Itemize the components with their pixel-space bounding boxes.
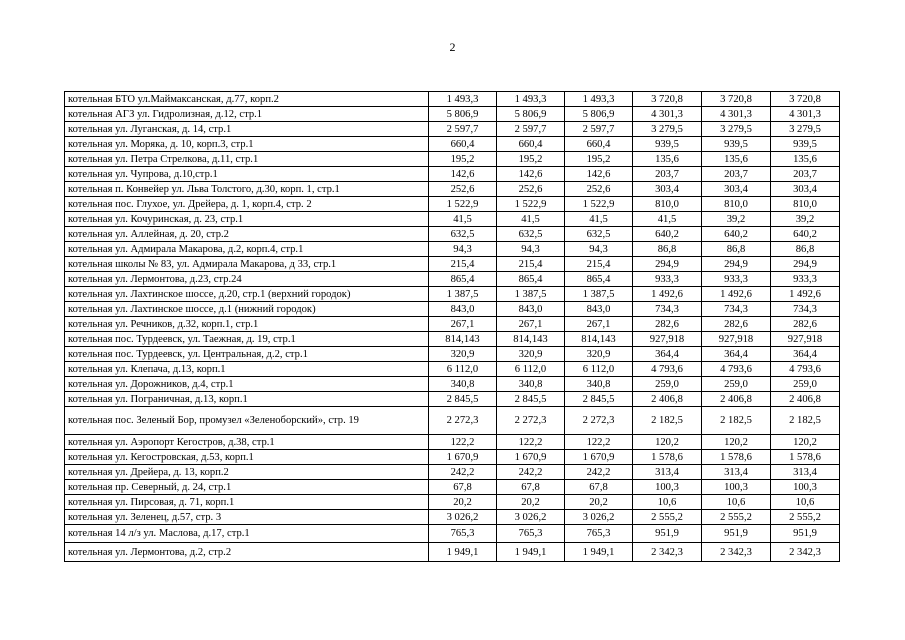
value-cell: 814,143 <box>497 332 565 347</box>
value-cell: 267,1 <box>565 317 633 332</box>
table-row <box>65 152 840 167</box>
boiler-name-cell: котельная пос. Турдеевск, ул. Таежная, д. 19, стр.1 <box>65 332 429 347</box>
value-cell: 39,2 <box>702 212 771 227</box>
value-cell: 320,9 <box>429 347 497 362</box>
value-cell: 86,8 <box>771 242 840 257</box>
table-body <box>65 92 840 562</box>
table-row <box>65 257 840 272</box>
value-cell: 303,4 <box>633 182 702 197</box>
value-cell: 4 793,6 <box>633 362 702 377</box>
value-cell: 2 597,7 <box>429 122 497 137</box>
value-cell: 865,4 <box>565 272 633 287</box>
value-cell: 1 492,6 <box>702 287 771 302</box>
value-cell: 765,3 <box>497 525 565 543</box>
value-cell: 215,4 <box>429 257 497 272</box>
value-cell: 215,4 <box>565 257 633 272</box>
value-cell: 1 578,6 <box>702 450 771 465</box>
boiler-name-cell: котельная ул. Адмирала Макарова, д.2, корп.4, стр.1 <box>65 242 429 257</box>
table-row <box>65 407 840 435</box>
value-cell: 632,5 <box>497 227 565 242</box>
value-cell: 41,5 <box>633 212 702 227</box>
heat-source-table <box>64 91 840 562</box>
value-cell: 2 406,8 <box>702 392 771 407</box>
value-cell: 294,9 <box>771 257 840 272</box>
table-row <box>65 227 840 242</box>
value-cell: 1 493,3 <box>429 92 497 107</box>
table-row <box>65 212 840 227</box>
value-cell: 660,4 <box>497 137 565 152</box>
value-cell: 2 845,5 <box>429 392 497 407</box>
value-cell: 2 555,2 <box>633 510 702 525</box>
value-cell: 41,5 <box>565 212 633 227</box>
value-cell: 135,6 <box>771 152 840 167</box>
value-cell: 1 387,5 <box>497 287 565 302</box>
value-cell: 3 720,8 <box>633 92 702 107</box>
value-cell: 20,2 <box>565 495 633 510</box>
table-row <box>65 242 840 257</box>
table-row <box>65 197 840 212</box>
value-cell: 100,3 <box>633 480 702 495</box>
value-cell: 252,6 <box>497 182 565 197</box>
value-cell: 2 406,8 <box>771 392 840 407</box>
boiler-name-cell: котельная ул. Дорожников, д.4, стр.1 <box>65 377 429 392</box>
value-cell: 939,5 <box>633 137 702 152</box>
table-row <box>65 167 840 182</box>
boiler-name-cell: котельная ул. Зеленец, д.57, стр. 3 <box>65 510 429 525</box>
value-cell: 259,0 <box>771 377 840 392</box>
value-cell: 142,6 <box>429 167 497 182</box>
table-row <box>65 122 840 137</box>
table-row <box>65 317 840 332</box>
value-cell: 2 845,5 <box>565 392 633 407</box>
value-cell: 267,1 <box>429 317 497 332</box>
value-cell: 135,6 <box>633 152 702 167</box>
value-cell: 364,4 <box>633 347 702 362</box>
value-cell: 933,3 <box>633 272 702 287</box>
value-cell: 1 949,1 <box>565 543 633 562</box>
boiler-name-cell: котельная ул. Речников, д.32, корп.1, стр.1 <box>65 317 429 332</box>
value-cell: 734,3 <box>771 302 840 317</box>
value-cell: 933,3 <box>771 272 840 287</box>
value-cell: 660,4 <box>565 137 633 152</box>
value-cell: 814,143 <box>429 332 497 347</box>
table-row <box>65 347 840 362</box>
value-cell: 313,4 <box>771 465 840 480</box>
value-cell: 6 112,0 <box>429 362 497 377</box>
boiler-name-cell: котельная пос. Глухое, ул. Дрейера, д. 1, корп.4, стр. 2 <box>65 197 429 212</box>
value-cell: 86,8 <box>633 242 702 257</box>
value-cell: 5 806,9 <box>565 107 633 122</box>
value-cell: 1 492,6 <box>771 287 840 302</box>
boiler-name-cell: котельная ул. Аэропорт Кегостров, д.38, стр.1 <box>65 435 429 450</box>
value-cell: 632,5 <box>429 227 497 242</box>
table-row <box>65 525 840 543</box>
boiler-name-cell: котельная пос. Турдеевск, ул. Центральная, д.2, стр.1 <box>65 347 429 362</box>
boiler-name-cell: котельная ул. Лермонтова, д.23, стр.24 <box>65 272 429 287</box>
value-cell: 939,5 <box>702 137 771 152</box>
value-cell: 252,6 <box>565 182 633 197</box>
value-cell: 951,9 <box>771 525 840 543</box>
value-cell: 1 949,1 <box>429 543 497 562</box>
table-row <box>65 450 840 465</box>
value-cell: 259,0 <box>702 377 771 392</box>
value-cell: 303,4 <box>702 182 771 197</box>
value-cell: 94,3 <box>565 242 633 257</box>
value-cell: 4 301,3 <box>702 107 771 122</box>
value-cell: 5 806,9 <box>429 107 497 122</box>
boiler-name-cell: котельная ул. Лахтинское шоссе, д.20, стр.1 (верхний городок) <box>65 287 429 302</box>
value-cell: 340,8 <box>429 377 497 392</box>
value-cell: 1 522,9 <box>429 197 497 212</box>
value-cell: 3 720,8 <box>771 92 840 107</box>
value-cell: 94,3 <box>429 242 497 257</box>
value-cell: 282,6 <box>633 317 702 332</box>
table-row <box>65 435 840 450</box>
table-row <box>65 107 840 122</box>
table-row <box>65 92 840 107</box>
value-cell: 1 522,9 <box>497 197 565 212</box>
value-cell: 2 845,5 <box>497 392 565 407</box>
value-cell: 810,0 <box>702 197 771 212</box>
table-row <box>65 495 840 510</box>
boiler-name-cell: котельная ул. Лахтинское шоссе, д.1 (нижний городок) <box>65 302 429 317</box>
value-cell: 242,2 <box>429 465 497 480</box>
value-cell: 1 949,1 <box>497 543 565 562</box>
value-cell: 195,2 <box>565 152 633 167</box>
value-cell: 41,5 <box>497 212 565 227</box>
value-cell: 100,3 <box>702 480 771 495</box>
value-cell: 2 272,3 <box>497 407 565 435</box>
value-cell: 122,2 <box>497 435 565 450</box>
value-cell: 320,9 <box>565 347 633 362</box>
value-cell: 100,3 <box>771 480 840 495</box>
boiler-name-cell: котельная ул. Пограничная, д.13, корп.1 <box>65 392 429 407</box>
value-cell: 2 406,8 <box>633 392 702 407</box>
table-row <box>65 543 840 562</box>
value-cell: 313,4 <box>702 465 771 480</box>
value-cell: 120,2 <box>633 435 702 450</box>
value-cell: 303,4 <box>771 182 840 197</box>
value-cell: 120,2 <box>702 435 771 450</box>
table-row <box>65 377 840 392</box>
value-cell: 94,3 <box>497 242 565 257</box>
value-cell: 927,918 <box>771 332 840 347</box>
value-cell: 2 182,5 <box>633 407 702 435</box>
boiler-name-cell: котельная ул. Петра Стрелкова, д.11, стр.1 <box>65 152 429 167</box>
value-cell: 282,6 <box>702 317 771 332</box>
value-cell: 1 670,9 <box>565 450 633 465</box>
boiler-name-cell: котельная ул. Кочуринская, д. 23, стр.1 <box>65 212 429 227</box>
table-row <box>65 362 840 377</box>
value-cell: 2 272,3 <box>429 407 497 435</box>
value-cell: 3 279,5 <box>633 122 702 137</box>
boiler-name-cell: котельная ул. Пирсовая, д. 71, корп.1 <box>65 495 429 510</box>
value-cell: 5 806,9 <box>497 107 565 122</box>
table-row <box>65 392 840 407</box>
value-cell: 1 492,6 <box>633 287 702 302</box>
value-cell: 282,6 <box>771 317 840 332</box>
boiler-name-cell: котельная ул. Дрейера, д. 13, корп.2 <box>65 465 429 480</box>
value-cell: 67,8 <box>497 480 565 495</box>
table-row <box>65 332 840 347</box>
value-cell: 734,3 <box>702 302 771 317</box>
value-cell: 340,8 <box>497 377 565 392</box>
value-cell: 320,9 <box>497 347 565 362</box>
value-cell: 364,4 <box>702 347 771 362</box>
value-cell: 2 555,2 <box>702 510 771 525</box>
value-cell: 67,8 <box>429 480 497 495</box>
value-cell: 640,2 <box>771 227 840 242</box>
value-cell: 142,6 <box>565 167 633 182</box>
value-cell: 814,143 <box>565 332 633 347</box>
value-cell: 843,0 <box>565 302 633 317</box>
value-cell: 10,6 <box>771 495 840 510</box>
value-cell: 640,2 <box>702 227 771 242</box>
boiler-name-cell: котельная ул. Моряка, д. 10, корп.3, стр.1 <box>65 137 429 152</box>
value-cell: 660,4 <box>429 137 497 152</box>
value-cell: 122,2 <box>565 435 633 450</box>
boiler-name-cell: котельная ул. Аллейная, д. 20, стр.2 <box>65 227 429 242</box>
boiler-name-cell: котельная школы № 83, ул. Адмирала Макарова, д 33, стр.1 <box>65 257 429 272</box>
boiler-name-cell: котельная АГЗ ул. Гидролизная, д.12, стр.1 <box>65 107 429 122</box>
value-cell: 2 272,3 <box>565 407 633 435</box>
value-cell: 195,2 <box>497 152 565 167</box>
value-cell: 1 493,3 <box>565 92 633 107</box>
table-row <box>65 510 840 525</box>
value-cell: 865,4 <box>497 272 565 287</box>
value-cell: 2 342,3 <box>633 543 702 562</box>
value-cell: 927,918 <box>633 332 702 347</box>
table-row <box>65 465 840 480</box>
value-cell: 2 597,7 <box>565 122 633 137</box>
value-cell: 865,4 <box>429 272 497 287</box>
value-cell: 252,6 <box>429 182 497 197</box>
table-row <box>65 182 840 197</box>
value-cell: 1 578,6 <box>633 450 702 465</box>
table-row <box>65 287 840 302</box>
boiler-name-cell: котельная ул. Чупрова, д.10,стр.1 <box>65 167 429 182</box>
value-cell: 1 387,5 <box>429 287 497 302</box>
value-cell: 1 522,9 <box>565 197 633 212</box>
value-cell: 3 026,2 <box>565 510 633 525</box>
value-cell: 810,0 <box>633 197 702 212</box>
table-row <box>65 272 840 287</box>
value-cell: 2 182,5 <box>771 407 840 435</box>
value-cell: 2 555,2 <box>771 510 840 525</box>
value-cell: 242,2 <box>565 465 633 480</box>
boiler-name-cell: котельная БТО ул.Маймаксанская, д.77, корп.2 <box>65 92 429 107</box>
value-cell: 765,3 <box>429 525 497 543</box>
value-cell: 86,8 <box>702 242 771 257</box>
boiler-name-cell: котельная ул. Лермонтова, д.2, стр.2 <box>65 543 429 562</box>
value-cell: 951,9 <box>633 525 702 543</box>
value-cell: 2 597,7 <box>497 122 565 137</box>
table-row <box>65 480 840 495</box>
value-cell: 3 279,5 <box>702 122 771 137</box>
value-cell: 3 026,2 <box>497 510 565 525</box>
value-cell: 1 670,9 <box>497 450 565 465</box>
value-cell: 215,4 <box>497 257 565 272</box>
value-cell: 4 301,3 <box>771 107 840 122</box>
boiler-name-cell: котельная ул. Клепача, д.13, корп.1 <box>65 362 429 377</box>
value-cell: 933,3 <box>702 272 771 287</box>
value-cell: 294,9 <box>702 257 771 272</box>
value-cell: 203,7 <box>771 167 840 182</box>
value-cell: 1 387,5 <box>565 287 633 302</box>
value-cell: 1 670,9 <box>429 450 497 465</box>
value-cell: 765,3 <box>565 525 633 543</box>
value-cell: 939,5 <box>771 137 840 152</box>
value-cell: 242,2 <box>497 465 565 480</box>
boiler-name-cell: котельная пос. Зеленый Бор, промузел «Зеленоборский», стр. 19 <box>65 407 429 435</box>
value-cell: 20,2 <box>429 495 497 510</box>
boiler-name-cell: котельная п. Конвейер ул. Льва Толстого, д.30, корп. 1, стр.1 <box>65 182 429 197</box>
value-cell: 3 026,2 <box>429 510 497 525</box>
value-cell: 4 793,6 <box>771 362 840 377</box>
value-cell: 135,6 <box>702 152 771 167</box>
value-cell: 39,2 <box>771 212 840 227</box>
value-cell: 2 342,3 <box>702 543 771 562</box>
value-cell: 951,9 <box>702 525 771 543</box>
value-cell: 41,5 <box>429 212 497 227</box>
value-cell: 2 342,3 <box>771 543 840 562</box>
boiler-name-cell: котельная пр. Северный, д. 24, стр.1 <box>65 480 429 495</box>
value-cell: 3 720,8 <box>702 92 771 107</box>
value-cell: 267,1 <box>497 317 565 332</box>
value-cell: 6 112,0 <box>565 362 633 377</box>
value-cell: 313,4 <box>633 465 702 480</box>
value-cell: 203,7 <box>633 167 702 182</box>
value-cell: 364,4 <box>771 347 840 362</box>
boiler-name-cell: котельная 14 л/з ул. Маслова, д.17, стр.1 <box>65 525 429 543</box>
value-cell: 6 112,0 <box>497 362 565 377</box>
boiler-name-cell: котельная ул. Луганская, д. 14, стр.1 <box>65 122 429 137</box>
page-number: 2 <box>449 40 456 54</box>
value-cell: 10,6 <box>702 495 771 510</box>
value-cell: 67,8 <box>565 480 633 495</box>
value-cell: 4 301,3 <box>633 107 702 122</box>
boiler-name-cell: котельная ул. Кегостровская, д.53, корп.1 <box>65 450 429 465</box>
value-cell: 195,2 <box>429 152 497 167</box>
value-cell: 3 279,5 <box>771 122 840 137</box>
value-cell: 843,0 <box>429 302 497 317</box>
value-cell: 120,2 <box>771 435 840 450</box>
value-cell: 294,9 <box>633 257 702 272</box>
value-cell: 122,2 <box>429 435 497 450</box>
value-cell: 259,0 <box>633 377 702 392</box>
value-cell: 340,8 <box>565 377 633 392</box>
value-cell: 4 793,6 <box>702 362 771 377</box>
value-cell: 142,6 <box>497 167 565 182</box>
value-cell: 810,0 <box>771 197 840 212</box>
value-cell: 2 182,5 <box>702 407 771 435</box>
value-cell: 10,6 <box>633 495 702 510</box>
value-cell: 843,0 <box>497 302 565 317</box>
value-cell: 632,5 <box>565 227 633 242</box>
table-row <box>65 302 840 317</box>
value-cell: 20,2 <box>497 495 565 510</box>
value-cell: 927,918 <box>702 332 771 347</box>
value-cell: 1 493,3 <box>497 92 565 107</box>
value-cell: 734,3 <box>633 302 702 317</box>
value-cell: 640,2 <box>633 227 702 242</box>
value-cell: 203,7 <box>702 167 771 182</box>
value-cell: 1 578,6 <box>771 450 840 465</box>
table-row <box>65 137 840 152</box>
